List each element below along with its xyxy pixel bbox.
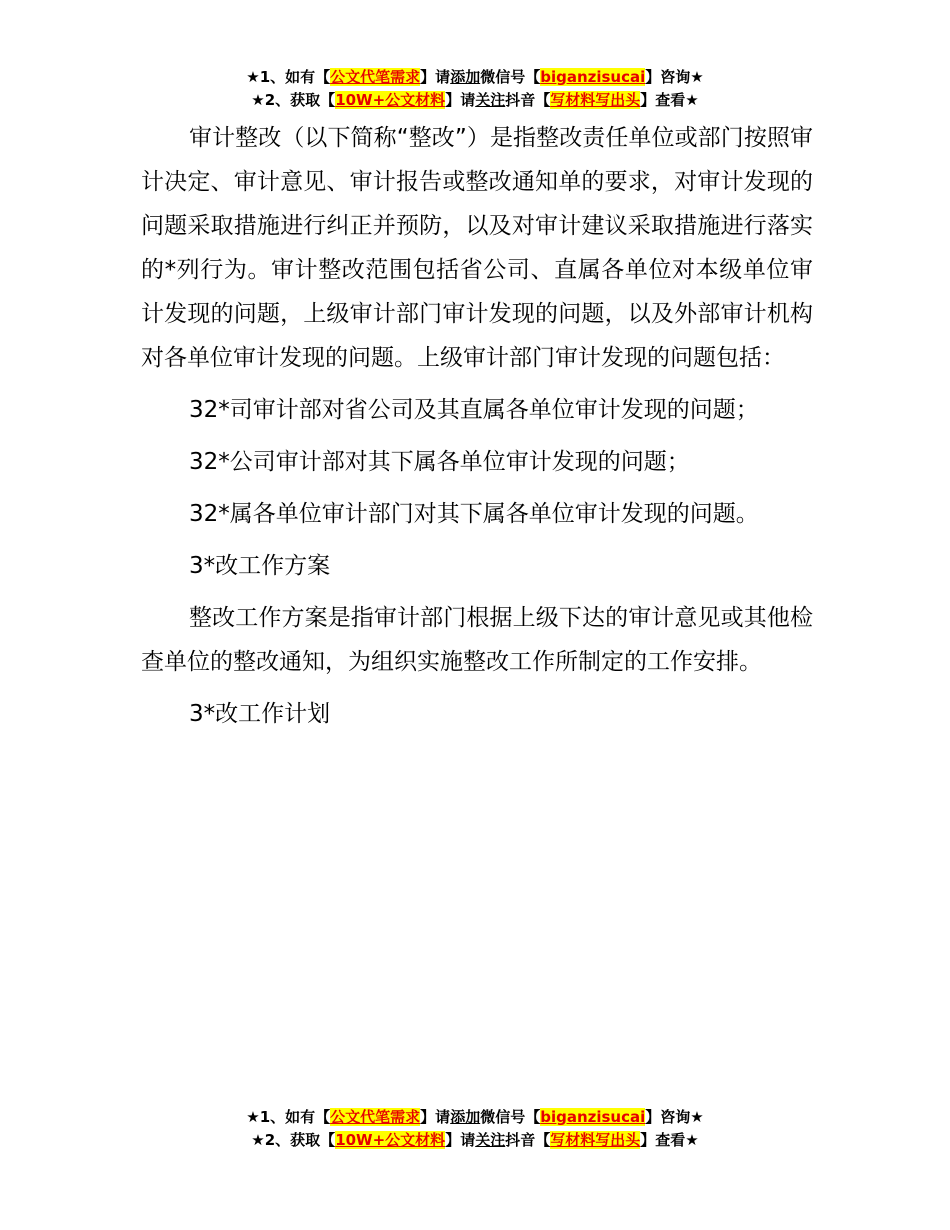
banner-highlight: biganzisucai — [540, 68, 646, 86]
banner-highlight: biganzisucai — [540, 1108, 646, 1126]
banner-line-2 — [0, 1129, 950, 1152]
paragraph-item-2: 32*公司审计部对其下属各单位审计发现的问题； — [189, 449, 690, 475]
paragraph-intro: 审计整改（以下简称“整改”）是指整改责任单位或部门按照审计决定、审计意见、审计报告或整改通知单的要求，对审计发现的问题采取措施进行纠正并预防，以及对审计建议采取措施进行落实的*列行为。审计整改范围包括省公司、直属各单位对本级单位审计发现的问题，上级审计部门审计发现的问题，以及外部审计机构对各单位审计发现的问题。上级审计部门审计发现的问题包括： — [141, 125, 813, 371]
banner-text: ★1、如有【 — [246, 1108, 331, 1126]
banner-text: 】请 — [445, 91, 476, 109]
paragraph-plan-definition: 整改工作方案是指审计部门根据上级下达的审计意见或其他检查单位的整改通知，为组织实施整改工作所制定的工作安排。 — [141, 605, 813, 675]
paragraph-item-1: 32*司审计部对省公司及其直属各单位审计发现的问题； — [189, 397, 759, 423]
banner-text: 抖音【 — [505, 1131, 551, 1149]
banner-text: ★1、如有【 — [246, 68, 331, 86]
banner-underline: 关注 — [475, 1131, 506, 1149]
banner-text: 抖音【 — [505, 91, 551, 109]
banner-text: 】咨询★ — [645, 68, 704, 86]
footer-banner — [0, 1106, 950, 1152]
document-body — [141, 116, 813, 744]
banner-highlight: 写材料写出头 — [550, 1131, 641, 1149]
banner-underline: 关注 — [475, 91, 506, 109]
banner-text: 】请 — [445, 1131, 476, 1149]
header-banner — [0, 66, 950, 112]
banner-text: 】咨询★ — [645, 1108, 704, 1126]
banner-highlight: 公文代笔需求 — [330, 1108, 421, 1126]
banner-line-2 — [0, 89, 950, 112]
banner-highlight: 10W+公文材料 — [335, 91, 446, 109]
section-heading-schedule: 3*改工作计划 — [189, 701, 331, 727]
banner-text: 】查看★ — [640, 1131, 699, 1149]
banner-text: 】查看★ — [640, 91, 699, 109]
banner-text: ★2、获取【 — [251, 91, 336, 109]
banner-underline: 添加 — [450, 68, 481, 86]
banner-line-1 — [0, 66, 950, 89]
paragraph-item-3: 32*属各单位审计部门对其下属各单位审计发现的问题。 — [189, 501, 759, 527]
banner-text: 微信号【 — [480, 68, 541, 86]
banner-text: 】请 — [420, 1108, 451, 1126]
banner-line-1 — [0, 1106, 950, 1129]
banner-highlight: 写材料写出头 — [550, 91, 641, 109]
banner-text: ★2、获取【 — [251, 1131, 336, 1149]
banner-highlight: 公文代笔需求 — [330, 68, 421, 86]
section-heading-plan: 3*改工作方案 — [189, 553, 331, 579]
banner-highlight: 10W+公文材料 — [335, 1131, 446, 1149]
banner-text: 微信号【 — [480, 1108, 541, 1126]
banner-text: 】请 — [420, 68, 451, 86]
banner-underline: 添加 — [450, 1108, 481, 1126]
